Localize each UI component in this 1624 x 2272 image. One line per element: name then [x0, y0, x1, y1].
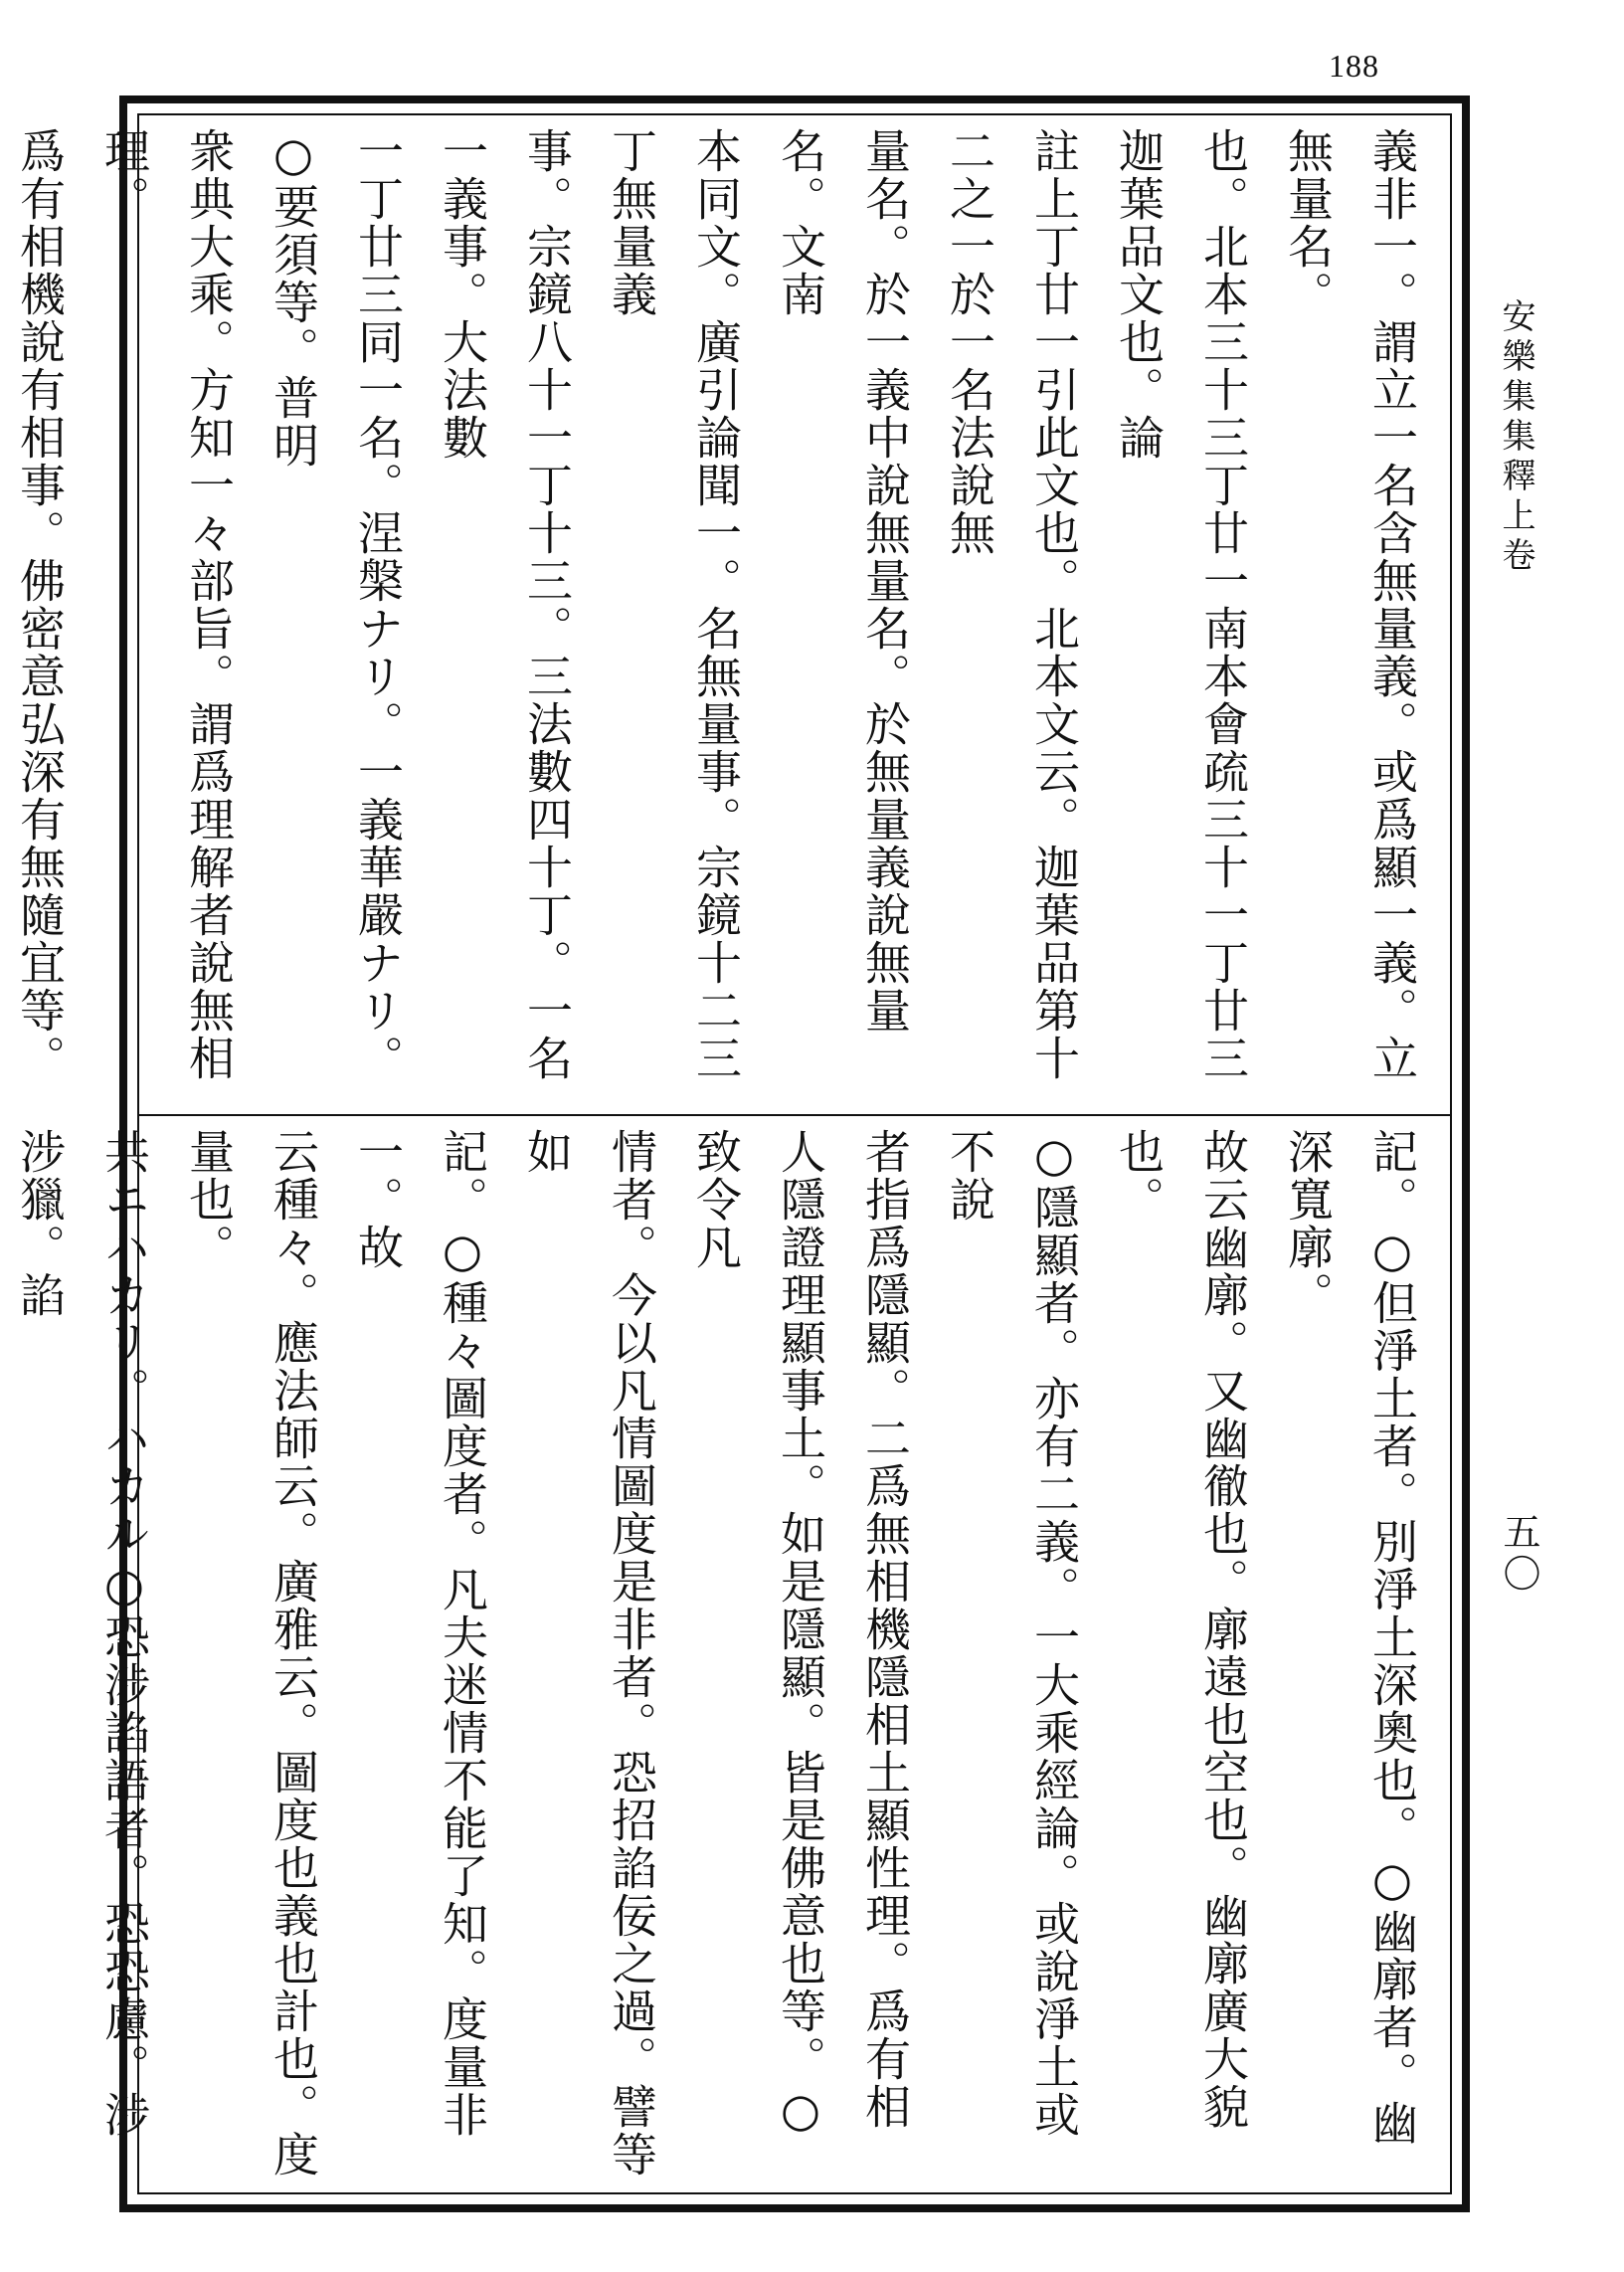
text-column: 量名。於一義中說無量名。於無量義說無量名。文南: [774, 127, 912, 1035]
register-divider: [139, 1114, 1450, 1116]
running-title: 安樂集集釋上卷: [1496, 298, 1535, 577]
text-column: 故云幽廓。又幽徹也。廓遠也空也。幽廓廣大貌也。: [1112, 1128, 1250, 2131]
text-column: 共ニハカリ。ハカル○恐涉諂語者。恐恐慮。涉涉獵。諂: [13, 1128, 151, 2139]
text-column: 義非一。謂立一名含無量義。或爲顯一義。立無量名。: [1281, 127, 1419, 1082]
text-column: 一丁廿三同一名。涅槃ナリ。一義華嚴ナリ。○要須等。普明: [267, 127, 405, 1082]
top-text-panel: [13, 127, 1434, 1100]
text-column: 爲有相機說有相事。佛密意弘深有無隨宜等。: [13, 127, 67, 1082]
text-column: 本同文。廣引論聞一。名無量事。宗鏡十二三丁無量義: [605, 127, 743, 1082]
bottom-text-panel: [13, 1128, 1434, 2182]
text-column: 也。北本三十三丁廿一南本會疏三十一丁廿三迦葉品文也。論: [1112, 127, 1250, 1082]
page-frame: [13, 95, 1470, 2212]
text-column: 衆典大乘。方知一々部旨。謂爲理解者說無相理。: [97, 127, 236, 1082]
page-number: 188: [1329, 48, 1379, 84]
folio-number: 五〇: [1497, 1512, 1540, 1596]
text-column: ○隱顯者。亦有二義。一大乘經論。或說淨土或不說: [943, 1128, 1081, 2139]
text-column: 記。○種々圖度者。凡夫迷情不能了知。度量非一。故: [351, 1128, 489, 2139]
text-column: 人隱證理顯事土。如是隱顯。皆是佛意也等。○致令凡: [689, 1128, 827, 2139]
text-column: 情者。今以凡情圖度是非者。恐招諂佞之過。譬等如: [520, 1128, 658, 2178]
text-column: 事。宗鏡八十一丁十三。三法數四十丁。一名一義事。大法數: [436, 127, 574, 1082]
text-column: 者指爲隱顯。二爲無相機隱相土顯性理。爲有相: [858, 1128, 912, 2131]
text-column: 云種々。應法師云。廣雅云。圖度也義也計也。度量也。: [182, 1128, 320, 2178]
text-column: 註上丁廿一引此文也。北本文云。迦葉品第十二之一於一名法說無: [943, 127, 1081, 1082]
text-column: 記。○但淨土者。別淨土深奧也。○幽廓者。幽深寬廓。: [1281, 1128, 1419, 2147]
